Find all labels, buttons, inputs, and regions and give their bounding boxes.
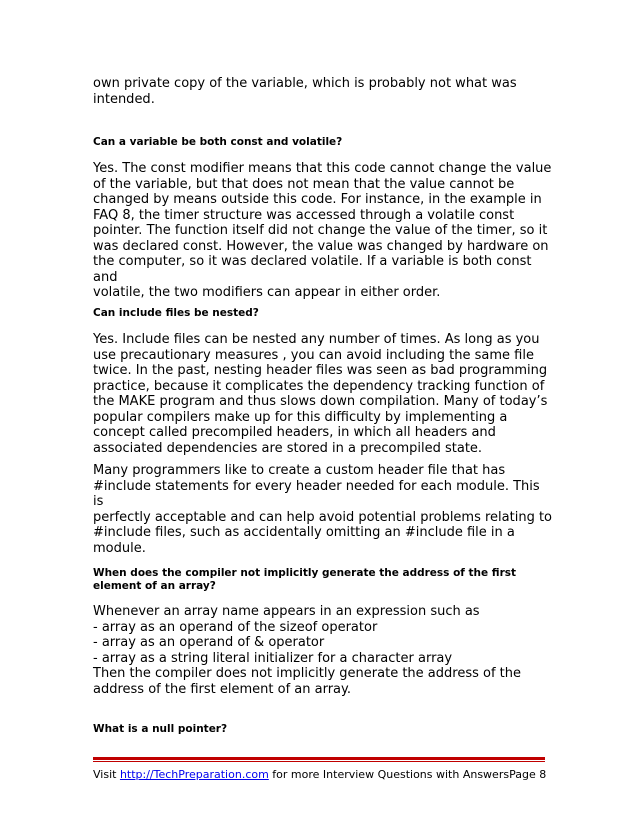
- text-line: FAQ 8, the timer structure was accessed through a volatile const: [93, 207, 515, 223]
- text-line: intended.: [93, 91, 155, 107]
- text-line: - array as a string literal initializer for a character array: [93, 650, 453, 666]
- text-line: use precautionary measures , you can avoid including the same file: [93, 347, 534, 363]
- question-heading: [93, 567, 545, 593]
- text-line: perfectly acceptable and can help avoid potential problems relating to: [93, 509, 553, 525]
- text-line: practice, because it complicates the dependency tracking function of: [93, 378, 545, 394]
- text-line: associated dependencies are stored in a precompiled state.: [93, 440, 483, 456]
- text-line: concept called precompiled headers, in which all headers and: [93, 425, 496, 440]
- text-line: pointer. The function itself did not change the value of the timer, so it: [93, 223, 548, 238]
- text-line: Yes. The const modifier means that this code cannot change the value: [93, 161, 552, 176]
- text-line: Whenever an array name appears in an expression such as: [93, 604, 480, 619]
- footer-suffix: for more Interview Questions with Answers: [268, 768, 510, 781]
- text-line: - array as an operand of & operator: [93, 635, 325, 650]
- text-line: - array as an operand of the sizeof operator: [93, 619, 378, 635]
- text-line: Many programmers like to create a custom header file that has: [93, 463, 506, 478]
- text-line: the computer, so it was declared volatile. If a variable is both const and: [93, 254, 532, 285]
- answer-paragraph: [93, 332, 553, 456]
- answer-paragraph: [93, 463, 553, 556]
- text-line: changed by means outside this code. For instance, in the example in: [93, 192, 542, 207]
- text-line: popular compilers make up for this difficulty by implementing a: [93, 409, 508, 425]
- text-line: of the variable, but that does not mean that the value cannot be: [93, 176, 515, 192]
- question-heading: What is a null pointer?: [93, 723, 228, 735]
- footer-rule-thick: [93, 757, 545, 760]
- text-line: volatile, the two modifiers can appear in either order.: [93, 285, 441, 300]
- intro-paragraph: [93, 76, 545, 107]
- answer-paragraph: [93, 161, 553, 301]
- text-line: module.: [93, 540, 146, 556]
- text-line: twice. In the past, nesting header files was seen as bad programming: [93, 363, 548, 378]
- text-line: Yes. Include files can be nested any number of times. As long as you: [93, 332, 540, 347]
- text-line: own private copy of the variable, which is probably not what was: [93, 76, 517, 91]
- text-line: was declared const. However, the value was changed by hardware on: [93, 238, 549, 254]
- text-line: the MAKE program and thus slows down compilation. Many of today’s: [93, 394, 548, 409]
- techpreparation-link[interactable]: http://TechPreparation.com: [119, 768, 269, 781]
- footer-text: [93, 768, 545, 781]
- footer-rule-thin: [93, 761, 545, 762]
- question-line: element of an array?: [93, 580, 216, 592]
- footer-visit-text: [93, 768, 509, 781]
- page-number: Page 8: [509, 768, 547, 781]
- footer-prefix: Visit: [93, 768, 120, 781]
- answer-paragraph: [93, 604, 553, 697]
- text-line: address of the first element of an array.: [93, 681, 351, 697]
- question-line: When does the compiler not implicitly generate the address of the first: [93, 567, 517, 579]
- question-heading: Can include files be nested?: [93, 307, 259, 319]
- text-line: #include files, such as accidentally omitting an #include file in a: [93, 525, 515, 540]
- question-heading: Can a variable be both const and volatile?: [93, 136, 343, 148]
- text-line: #include statements for every header needed for each module. This is: [93, 478, 540, 509]
- text-line: Then the compiler does not implicitly generate the address of the: [93, 666, 522, 681]
- page-footer: [93, 757, 545, 781]
